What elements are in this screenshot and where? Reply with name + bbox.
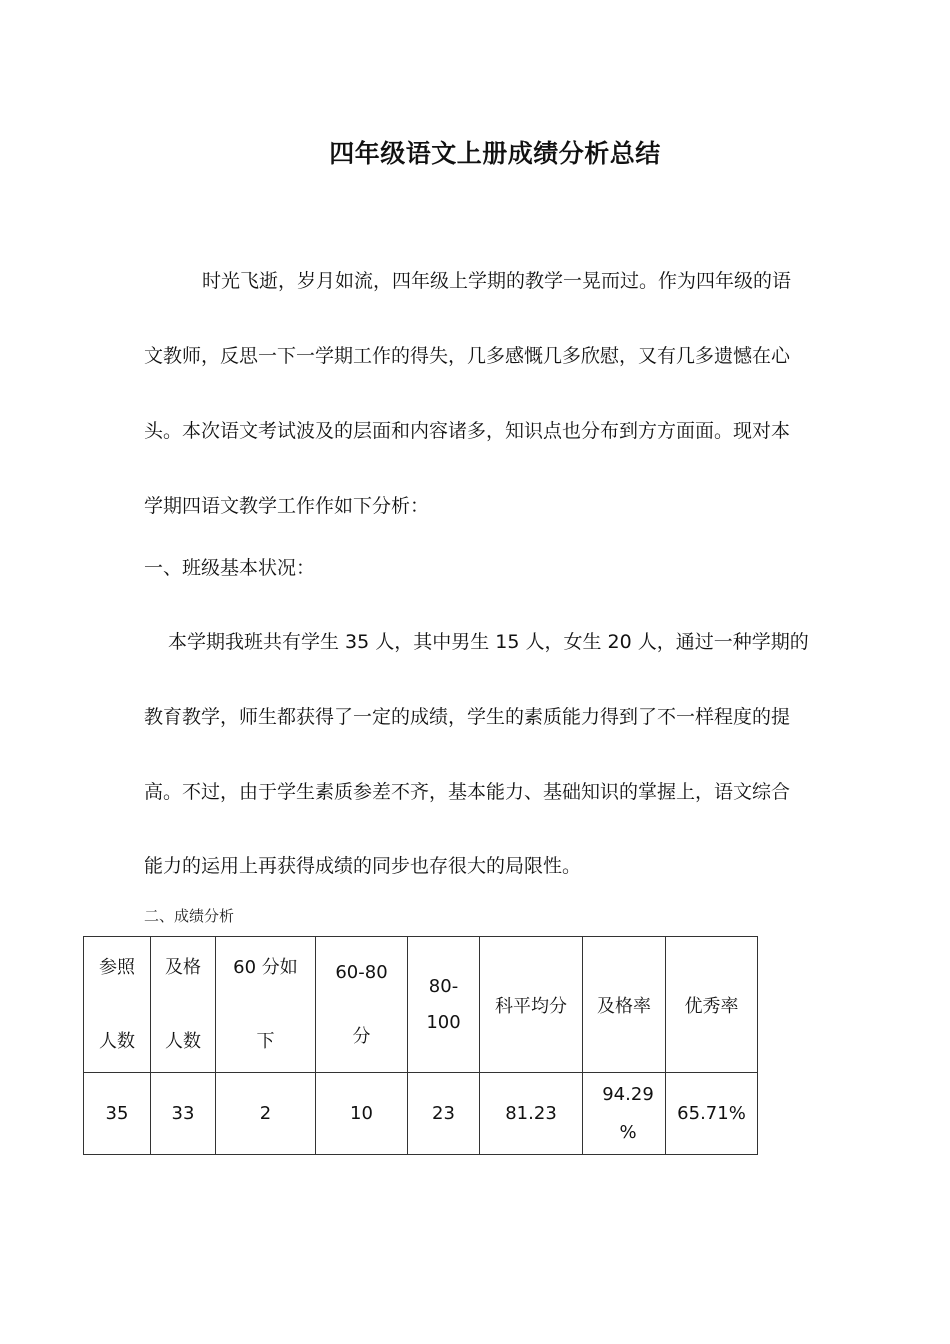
section2-heading: 二、成绩分析 bbox=[144, 907, 235, 925]
table-cell-passed: 33 bbox=[151, 1073, 216, 1155]
table-cell-60-80: 10 bbox=[316, 1073, 408, 1155]
table-cell-80-100: 23 bbox=[408, 1073, 480, 1155]
section1-heading: 一、班级基本状况： bbox=[144, 557, 316, 579]
table-header-cell: 及格率 bbox=[583, 937, 666, 1073]
table-header-cell: 80- 100 bbox=[408, 937, 480, 1073]
table-cell-pass-rate: 94.29 % bbox=[583, 1073, 666, 1155]
table-header-row bbox=[84, 937, 758, 1073]
intro-line-3: 头。本次语文考试波及的层面和内容诸多，知识点也分布到方方面面。现对本 bbox=[144, 420, 791, 442]
intro-line-2: 文教师，反思一下一学期工作的得失，几多感慨几多欣慰，又有几多遗憾在心 bbox=[144, 345, 791, 367]
intro-line-4: 学期四语文教学工作作如下分析： bbox=[144, 495, 430, 517]
section1-line-3: 高。不过，由于学生素质参差不齐，基本能力、基础知识的掌握上，语文综合 bbox=[144, 781, 791, 803]
document-title: 四年级语文上册成绩分析总结 bbox=[329, 139, 661, 168]
table-header-cell: 及格 人数 bbox=[151, 937, 216, 1073]
table-row bbox=[84, 1073, 758, 1155]
section1-line-2: 教育教学，师生都获得了一定的成绩，学生的素质能力得到了不一样程度的提 bbox=[144, 706, 791, 728]
intro-line-1: 时光飞逝，岁月如流，四年级上学期的教学一晃而过。作为四年级的语 bbox=[202, 270, 792, 292]
table-header-cell: 参照 人数 bbox=[84, 937, 151, 1073]
section1-line-4: 能力的运用上再获得成绩的同步也存很大的局限性。 bbox=[144, 855, 582, 877]
section1-line-1: 本学期我班共有学生 35 人，其中男生 15 人，女生 20 人，通过一种学期的 bbox=[168, 631, 809, 653]
table-cell-excellent-rate: 65.71% bbox=[666, 1073, 758, 1155]
table-header-cell: 60 分如 下 bbox=[216, 937, 316, 1073]
score-table bbox=[83, 936, 758, 1155]
table-header-cell: 优秀率 bbox=[666, 937, 758, 1073]
table-cell-participants: 35 bbox=[84, 1073, 151, 1155]
table-header-cell: 科平均分 bbox=[480, 937, 583, 1073]
table-cell-average: 81.23 bbox=[480, 1073, 583, 1155]
table-cell-below60: 2 bbox=[216, 1073, 316, 1155]
table-header-cell: 60-80 分 bbox=[316, 937, 408, 1073]
